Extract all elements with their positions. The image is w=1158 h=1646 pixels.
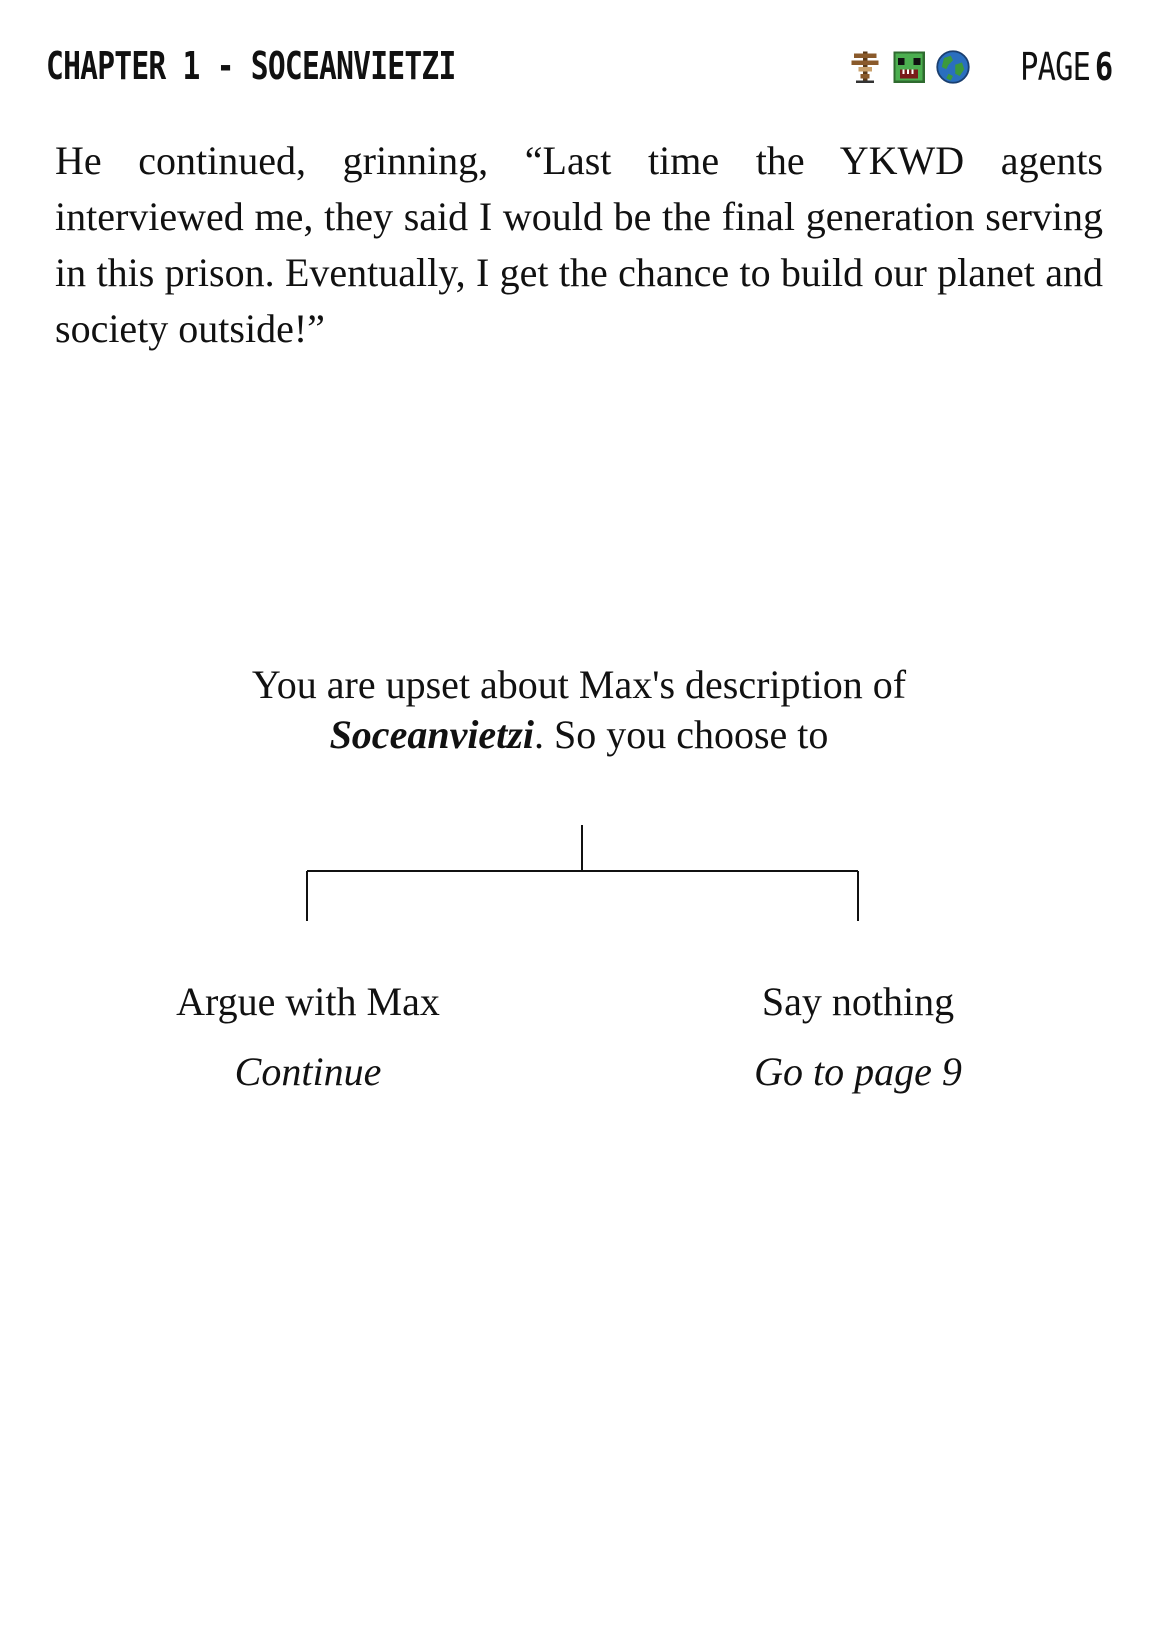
page-label: PAGE	[1019, 45, 1090, 89]
choice-label: Argue with Max	[176, 979, 440, 1024]
page-indicator	[1020, 45, 1112, 89]
page-number: 6	[1094, 45, 1112, 89]
choice-action[interactable]: Go to page 9	[754, 1049, 962, 1094]
choice-branch-diagram	[0, 825, 1158, 925]
monster-icon	[891, 49, 927, 85]
globe-icon	[935, 49, 971, 85]
choice-action[interactable]: Continue	[234, 1049, 382, 1094]
choice-label: Say nothing	[761, 979, 955, 1024]
prompt-line2: . So you choose to	[533, 712, 829, 757]
choice-say-nothing[interactable]	[638, 977, 1078, 1097]
narrative-paragraph: He continued, grinning, “Last time the YKWD agents interviewed me, they said I would be the final generation serving in this prison. Eventually, I get the chance to build our planet and society outside!”	[55, 138, 1103, 351]
totem-icon	[847, 49, 883, 85]
choice-prompt	[0, 660, 1158, 760]
chapter-title: CHAPTER 1 - SOCEANVIETZI	[46, 44, 456, 88]
header-right	[847, 42, 1112, 92]
prompt-line1: You are upset about Max's description of	[251, 662, 907, 707]
page-header	[46, 38, 1112, 98]
choice-argue[interactable]	[88, 977, 528, 1097]
prompt-emphasis: Soceanvietzi	[329, 712, 534, 757]
